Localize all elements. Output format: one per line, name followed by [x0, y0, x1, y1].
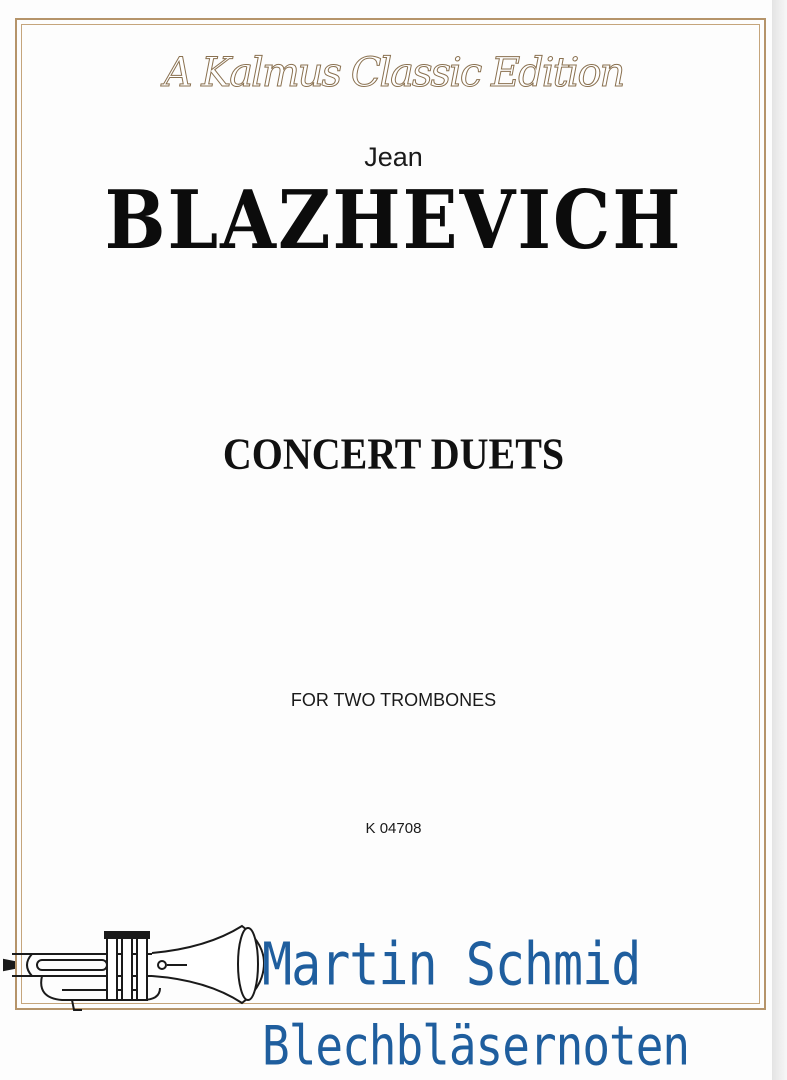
catalog-number: K 04708: [365, 820, 422, 837]
trumpet-icon: [2, 908, 264, 1018]
composer-surname: BLAZHEVICH: [104, 172, 683, 268]
retailer-watermark: [0, 908, 787, 1080]
watermark-line-2: Blechbläsernoten: [262, 1014, 690, 1078]
instrumentation: FOR TWO TROMBONES: [290, 690, 497, 710]
composer-first-name: Jean: [364, 142, 423, 172]
work-title: CONCERT DUETS: [222, 429, 565, 479]
series-title: A Kalmus Classic Edition: [163, 50, 624, 96]
watermark-line-1: Martin Schmid: [262, 930, 641, 999]
